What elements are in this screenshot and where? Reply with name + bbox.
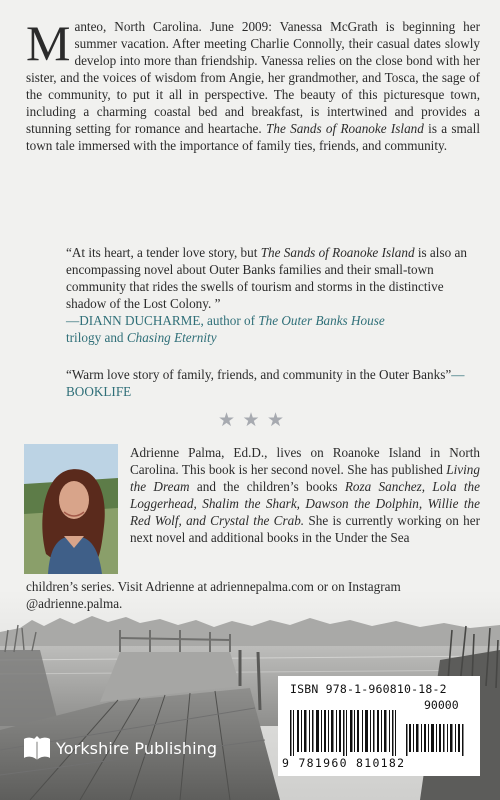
quote2-text: “Warm love story of family, friends, and community in the Outer Banks” bbox=[66, 367, 452, 382]
author-photo bbox=[24, 444, 118, 574]
open-book-icon bbox=[22, 733, 52, 763]
bio-books-children: Roza Sanchez, Lola the Loggerhead, Shalim the Shark, Dawson the Dolphin, Willie the Red Wolf, and Crystal the Crab. bbox=[130, 479, 481, 528]
quote1-work-2: Chasing Eternity bbox=[126, 330, 217, 345]
synopsis-book-title: The Sands of Roanoke Island bbox=[266, 121, 424, 136]
star-icon: ★ bbox=[266, 409, 284, 431]
author-bio bbox=[130, 444, 480, 546]
barcode-number: 9 781960 810182 bbox=[282, 756, 406, 770]
synopsis-part-2: is a small town tale immersed with the importance of family ties, friends, and community. bbox=[26, 121, 480, 153]
quote1-book-title: The Sands of Roanoke Island bbox=[260, 245, 415, 260]
publisher-name: Yorkshire Publishing bbox=[56, 738, 218, 758]
quote1-attribution: —DIANN DUCHARME, author of bbox=[66, 313, 259, 328]
quote1-open: “At its heart, a tender love story, but bbox=[66, 245, 261, 260]
quote1-work-1: The Outer Banks House bbox=[258, 313, 385, 328]
review-quote-booklife bbox=[66, 366, 470, 400]
bio-part-c: and the children’s books bbox=[189, 479, 345, 494]
star-icon: ★ bbox=[218, 409, 236, 431]
bio-book-1: Living the Dream bbox=[130, 462, 480, 494]
barcode-bars bbox=[288, 700, 472, 756]
review-quote-ducharme bbox=[66, 244, 470, 346]
bio-part-a: Adrienne Palma, Ed.D., lives on Roanoke Island in North Carolina. This book is her second novel. She has published bbox=[130, 445, 480, 477]
synopsis-text bbox=[26, 15, 480, 154]
isbn-barcode bbox=[278, 676, 480, 776]
synopsis-part-1: anteo, North Carolina. June 2009: Vanessa McGrath is beginning her summer vacation. After meeting Charlie Connolly, their casual dates slowly develop into more than friendship. Vanessa relies on the close bond with her sister, and the voices of wisdom from Angie, her grandmother, and Tosca, the sage of the community, to put it all in perspective. The beauty of this picturesque town, including a charming coastal bed and breakfast, is intertwined and provides a stunning setting for romance and heartache. bbox=[26, 19, 480, 136]
isbn-label: ISBN 978-1-960810-18-2 bbox=[290, 682, 447, 696]
star-icon: ★ bbox=[242, 409, 260, 431]
price-code: 90000 bbox=[424, 698, 459, 712]
bio-part-d: She is currently working on her next novel and additional books in the Under the Sea bbox=[130, 513, 480, 545]
star-divider bbox=[218, 410, 284, 430]
author-bio-continued: children’s series. Visit Adrienne at adriennepalma.com or on Instagram @adrienne.palma. bbox=[26, 579, 401, 611]
drop-cap: M bbox=[26, 15, 71, 71]
quote1-mid: trilogy and bbox=[66, 330, 127, 345]
publisher-logo bbox=[22, 733, 217, 763]
quote1-body: is also an encompassing novel about Outer Banks families and their small-town community that rides the swells of tourism and storms in the distinctive shadow of the Lost Colony. ” bbox=[66, 245, 467, 311]
quote2-attribution: —BOOKLIFE bbox=[66, 367, 465, 399]
